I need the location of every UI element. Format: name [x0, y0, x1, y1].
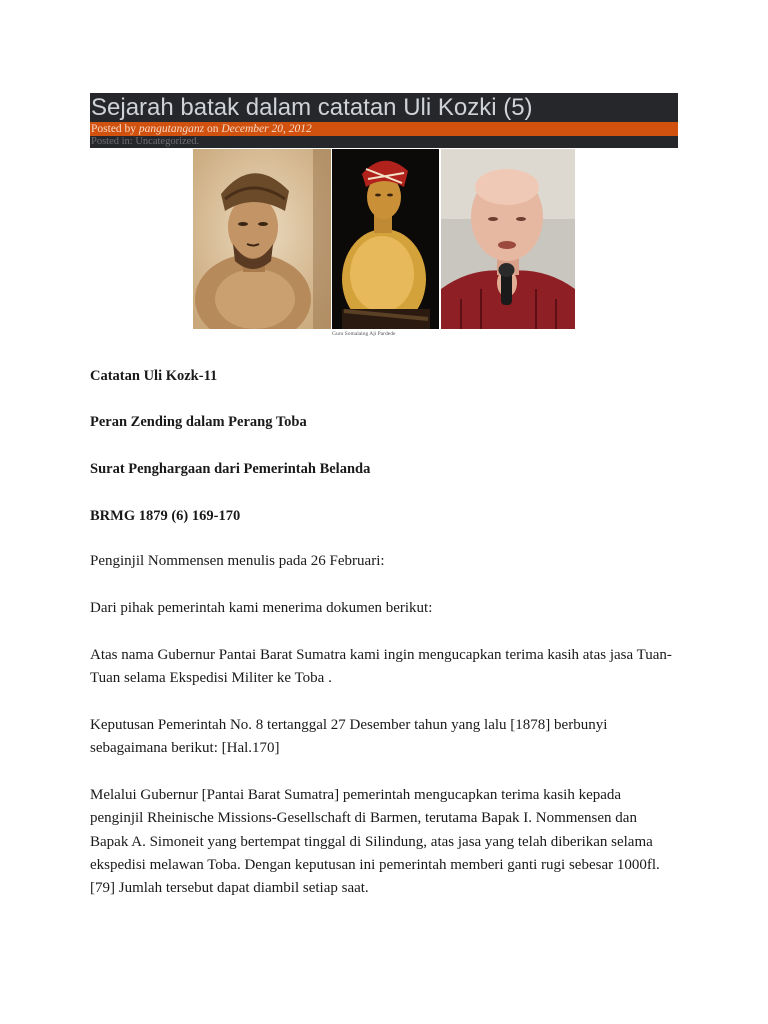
- post-meta: [90, 122, 678, 136]
- paragraph-3-line-2: Tuan selama Ekspedisi Militer ke Toba .: [90, 670, 332, 686]
- paragraph-5-line-3: Bapak A. Simoneit yang bertempat tinggal di Silindung, atas jasa yang telah diberikan selama: [90, 834, 653, 850]
- header-image: [193, 149, 575, 329]
- paragraph-4-line-1: Keputusan Pemerintah No. 8 tertanggal 27 Desember tahun yang lalu [1878] berbunyi: [90, 717, 608, 733]
- heading-catatan: Catatan Uli Kozk-11: [90, 368, 218, 384]
- author-link[interactable]: pangutanganz: [138, 123, 205, 135]
- portrait-man-red-headwrap: [332, 149, 439, 329]
- post-date: December 20, 2012: [221, 123, 312, 135]
- paragraph-5-line-5: [79] Jumlah tersebut dapat diambil setiap saat.: [90, 880, 369, 896]
- post-category[interactable]: Posted in: Uncategorized.: [90, 136, 678, 148]
- post-header: [90, 93, 678, 148]
- paragraph-4-line-2: sebagaimana berikut: [Hal.170]: [90, 740, 280, 756]
- posted-on-label: on: [204, 123, 222, 135]
- image-caption: Guru Somalaing Aji Pardede: [332, 331, 396, 337]
- heading-surat-penghargaan: Surat Penghargaan dari Pemerintah Belanda: [90, 461, 371, 477]
- paragraph-3-line-1: Atas nama Gubernur Pantai Barat Sumatra kami ingin mengucapkan terima kasih atas jasa Tuan-: [90, 647, 672, 663]
- posted-by-label: Posted by: [91, 123, 139, 135]
- heading-peran-zending: Peran Zending dalam Perang Toba: [90, 414, 307, 430]
- post-title[interactable]: Sejarah batak dalam catatan Uli Kozki (5): [90, 93, 678, 122]
- paragraph-1: Penginjil Nommensen menulis pada 26 Februari:: [90, 553, 385, 569]
- paragraph-5-line-1: Melalui Gubernur [Pantai Barat Sumatra] pemerintah mengucapkan terima kasih kepada: [90, 787, 622, 803]
- portrait-sepia-man-turban: [193, 149, 331, 329]
- paragraph-5-line-4: ekspedisi melawan Toba. Dengan keputusan ini pemerintah memberi ganti rugi sebesar 1000fl.: [90, 857, 660, 873]
- paragraph-5-line-2: penginjil Rheinische Missions-Gesellschaft di Barmen, terutama Bapak I. Nommensen dan: [90, 810, 637, 826]
- paragraph-2: Dari pihak pemerintah kami menerima dokumen berikut:: [90, 600, 433, 616]
- heading-brmg: BRMG 1879 (6) 169-170: [90, 508, 241, 524]
- portrait-man-with-microphone: [441, 149, 575, 329]
